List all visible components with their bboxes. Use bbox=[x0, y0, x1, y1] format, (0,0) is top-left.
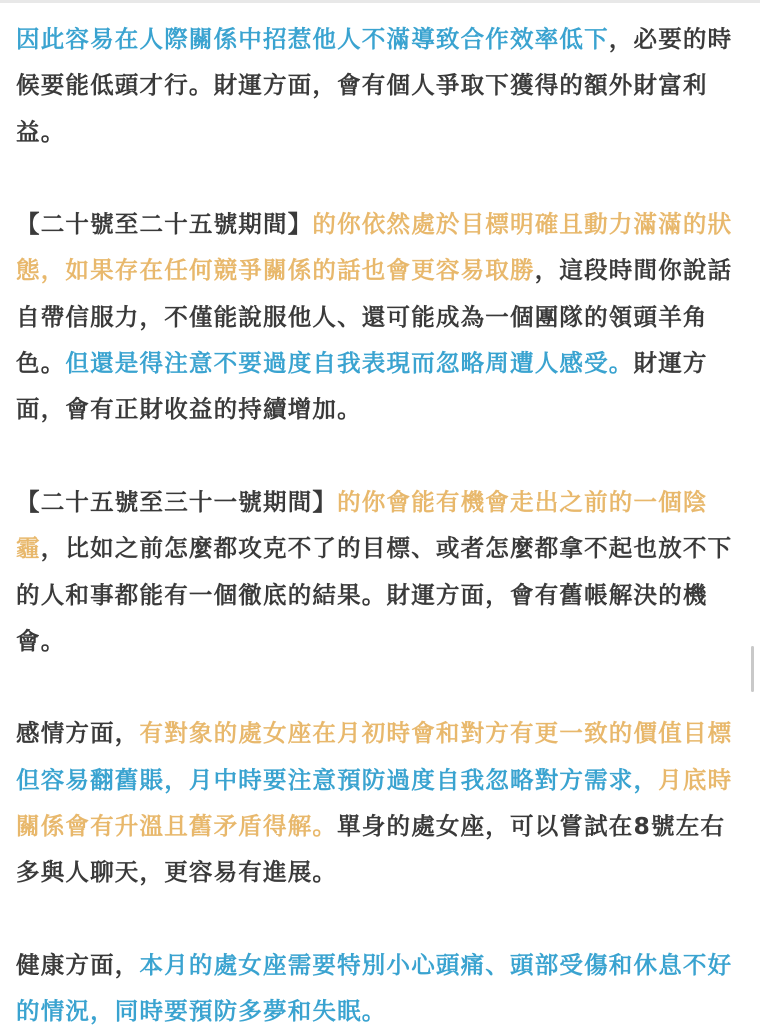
scrollbar-thumb[interactable] bbox=[751, 646, 754, 692]
text-segment: ，比如之前怎麼都攻克不了的目標、或者怎麼都拿不起也放不下的人和事都能有一個徹底的結果。財運方面，會有舊帳解決的機會。 bbox=[16, 534, 733, 655]
paragraph-spacer bbox=[16, 155, 748, 201]
text-segment: 的你會能有機會走出之前的一個陰霾 bbox=[16, 487, 708, 563]
text-segment: 月底時關係會有升溫且舊矛盾得解。 bbox=[16, 765, 733, 841]
article-body bbox=[16, 16, 748, 1035]
text-segment: 有對象的處女座在月初時會和對方有更一致的價值目標 bbox=[139, 719, 733, 748]
text-segment: 本月的處女座需要特別小心頭痛、頭部受傷和休息不好的情況，同時要預防多夢和失眠。 bbox=[16, 950, 733, 1026]
text-segment: 因此容易在人際關係中招惹他人不滿導致合作效率低下 bbox=[16, 25, 609, 53]
section-label: 健康方面， bbox=[16, 950, 140, 979]
paragraph-spacer bbox=[16, 433, 748, 479]
paragraph-spacer bbox=[16, 896, 748, 942]
period-heading: 【二十號至二十五號期間】 bbox=[16, 210, 313, 239]
paragraph-period-20-25 bbox=[16, 201, 748, 432]
paragraph-career-intro bbox=[16, 16, 748, 155]
section-label: 感情方面， bbox=[16, 719, 140, 748]
paragraph-spacer bbox=[16, 664, 748, 710]
paragraph-relationships bbox=[16, 710, 748, 895]
top-divider bbox=[0, 0, 760, 3]
paragraph-period-25-31 bbox=[16, 479, 748, 664]
text-segment: 單身的處女座，可以嘗試在8號左右多與人聊天，更容易有進展。 bbox=[16, 812, 726, 887]
text-segment: 但還是得注意不要過度自我表現而忽略周遭人感受。 bbox=[65, 349, 634, 378]
text-segment: 財運方面，會有正財收益的持續增加。 bbox=[16, 349, 708, 424]
paragraph-health bbox=[16, 942, 748, 1035]
text-segment: 但容易翻舊賬，月中時要注意預防過度自我忽略對方需求， bbox=[16, 765, 659, 794]
text-segment: 的你依然處於目標明確且動力滿滿的狀態，如果存在任何競爭關係的話也會更容易取勝 bbox=[16, 210, 733, 285]
period-heading: 【二十五號至三十一號期間】 bbox=[16, 487, 338, 516]
text-segment: ，必要的時候要能低頭才行。財運方面，會有個人爭取下獲得的額外財富利益。 bbox=[16, 25, 733, 146]
text-segment: ，這段時間你說話自帶信服力，不僅能說服他人、還可能成為一個團隊的領頭羊角色。 bbox=[16, 256, 733, 378]
